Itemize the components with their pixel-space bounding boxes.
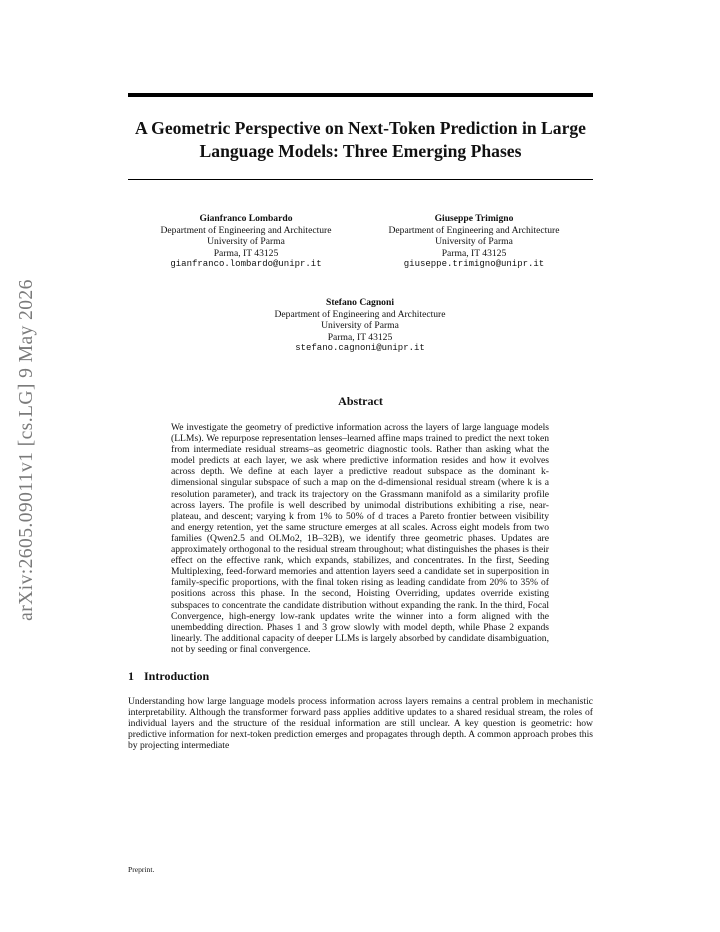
section-heading	[128, 669, 428, 684]
author-dept: Department of Engineering and Architecture	[274, 308, 446, 320]
paper-title: A Geometric Perspective on Next-Token Prediction in Large Language Models: Three Emerging Phases	[135, 118, 586, 161]
author-name: Stefano Cagnoni	[326, 297, 394, 308]
author-dept: Department of Engineering and Architecture	[388, 224, 560, 236]
footnote: Preprint.	[128, 865, 155, 874]
author-block	[138, 213, 354, 271]
title-rule-top	[128, 93, 593, 97]
author-city: Parma, IT 43125	[327, 331, 393, 343]
author-dept: Department of Engineering and Architecture	[160, 224, 332, 236]
author-name: Giuseppe Trimigno	[434, 213, 514, 224]
author-email: giuseppe.trimigno@unipr.it	[403, 259, 545, 270]
title-rule-bottom	[128, 179, 593, 180]
abstract-text: We investigate the geometry of predictive information across the layers of large language models (LLMs). We repurpose representation lenses–learned affine maps trained to predict the next token from intermediate residual streams–as geometric diagnostic tools. Rather than asking what the model predicts at each layer, we ask where predictive information resides and how it evolves across depth. We define at each layer a predictive readout subspace as the dominant k-dimensional singular subspace of such a map on the d-dimensional residual stream (where k is a resolution parameter), and track its trajectory on the Grassmann manifold as a similarity profile across layers. The profile is well described by unimodal distributions exhibiting a rise, near-plateau, and descent; varying k from 1% to 50% of d traces a Pareto frontier between visibility and energy retention, yet the same structure emerges at all scales. Across eight models from two families (Qwen2.5 and OLMo2, 1B–32B), we identify three geometric phases. Updates are approximately orthogonal to the residual stream throughout; what distinguishes the phases is their effect on the effective rank, which expands, stabilizes, and concentrates. In the first, Seeding Multiplexing, feed-forward memories and attention layers seed a candidate set in superposition in family-specific proportions, with the final token rising as leading candidate from 20% to 35% of positions across this phase. In the second, Hoisting Overriding, updates override existing subspaces to concentrate the candidate distribution without expanding the rank. In the third, Focal Convergence, high-energy low-rank updates write the winner into a form aligned with the unembedding direction. Phases 1 and 3 grow slowly with model depth, while Phase 2 expands linearly. The additional capacity of deeper LLMs is largely absorbed by candidate disambiguation, not by seeding or final convergence.	[171, 422, 549, 655]
section-title: Introduction	[144, 669, 210, 683]
author-city: Parma, IT 43125	[441, 247, 507, 259]
abstract-heading: Abstract	[338, 394, 383, 408]
author-block	[250, 297, 470, 355]
intro-paragraph: Understanding how large language models process information across layers remains a central problem in mechanistic interpretability. Although the transformer forward pass applies additive updates to a shared residual stream, the roles of individual layers and the structure of the residual information are still unclear. A key question is geometric: how predictive information for next-token prediction emerges and propagates through depth. A common approach probes this by projecting intermediate	[128, 696, 593, 752]
section-number: 1	[128, 669, 134, 683]
author-city: Parma, IT 43125	[213, 247, 279, 259]
author-email: gianfranco.lombardo@unipr.it	[170, 259, 322, 270]
author-email: stefano.cagnoni@unipr.it	[295, 343, 425, 354]
author-block	[366, 213, 582, 271]
author-univ: University of Parma	[207, 236, 285, 248]
author-name: Gianfranco Lombardo	[199, 213, 293, 224]
author-univ: University of Parma	[435, 236, 513, 248]
arxiv-stamp: arXiv:2605.09011v1 [cs.LG] 9 May 2026	[16, 279, 37, 621]
author-univ: University of Parma	[321, 320, 399, 332]
